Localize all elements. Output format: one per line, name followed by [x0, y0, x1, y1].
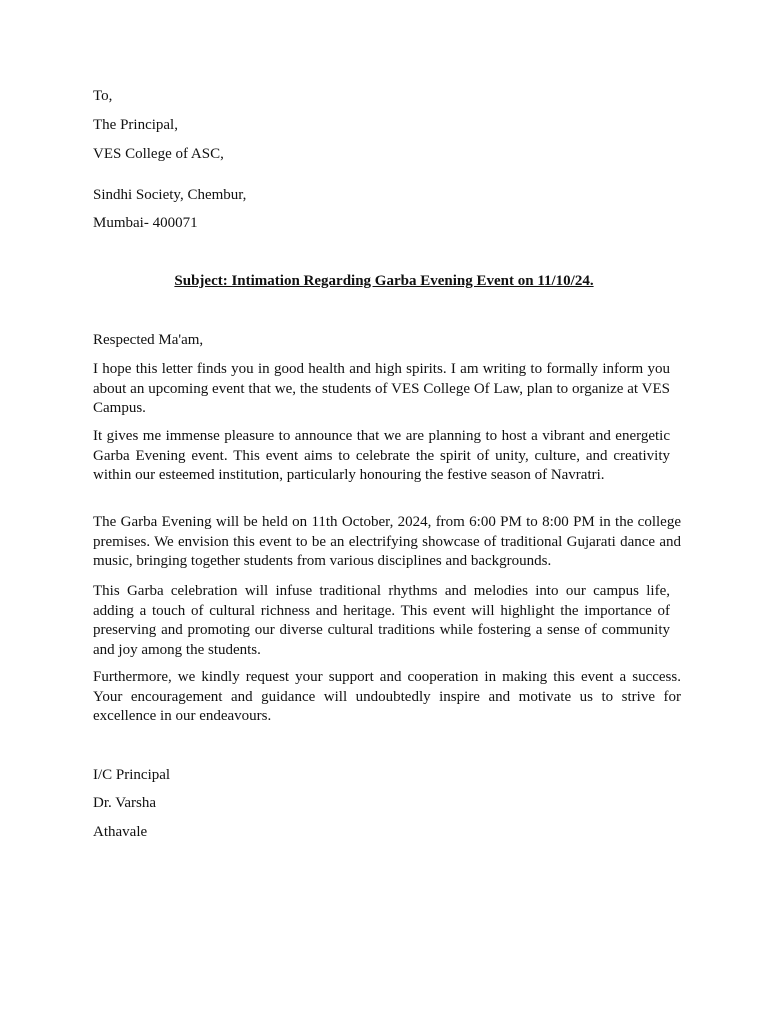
- address-area: Sindhi Society, Chembur,: [93, 187, 247, 203]
- signature-name-last: Athavale: [93, 824, 148, 840]
- address-college: VES College of ASC,: [93, 146, 224, 162]
- salutation: Respected Ma'am,: [93, 332, 204, 348]
- letter-subject: Subject: Intimation Regarding Garba Evening Event on 11/10/24.: [174, 273, 594, 289]
- address-city: Mumbai- 400071: [93, 215, 198, 231]
- address-to: To,: [93, 88, 113, 104]
- signature-name-first: Dr. Varsha: [93, 795, 157, 811]
- paragraph-4: This Garba celebration will infuse traditional rhythms and melodies into our campus life, adding a touch of cultural richness and heritage. This event will highlight the importance of preserving and promoting our diverse cultural traditions while fostering a sense of community and joy among the students.: [93, 583, 670, 658]
- address-recipient: The Principal,: [93, 117, 178, 133]
- paragraph-5: Furthermore, we kindly request your support and cooperation in making this event a success. Your encouragement and guidance will undoubtedly inspire and motivate us to strive for excellence in our endeavours.: [93, 669, 681, 724]
- paragraph-2: It gives me immense pleasure to announce that we are planning to host a vibrant and energetic Garba Evening event. This event aims to celebrate the spirit of unity, culture, and creativity within our esteemed institution, particularly honouring the festive season of Navratri.: [93, 428, 670, 483]
- paragraph-3: The Garba Evening will be held on 11th October, 2024, from 6:00 PM to 8:00 PM in the college premises. We envision this event to be an electrifying showcase of traditional Gujarati dance and music, bringing together students from various disciplines and backgrounds.: [93, 514, 681, 569]
- signature-title: I/C Principal: [93, 767, 171, 783]
- paragraph-1: I hope this letter finds you in good health and high spirits. I am writing to formally inform you about an upcoming event that we, the students of VES College Of Law, plan to organize at VES Campus.: [93, 361, 670, 416]
